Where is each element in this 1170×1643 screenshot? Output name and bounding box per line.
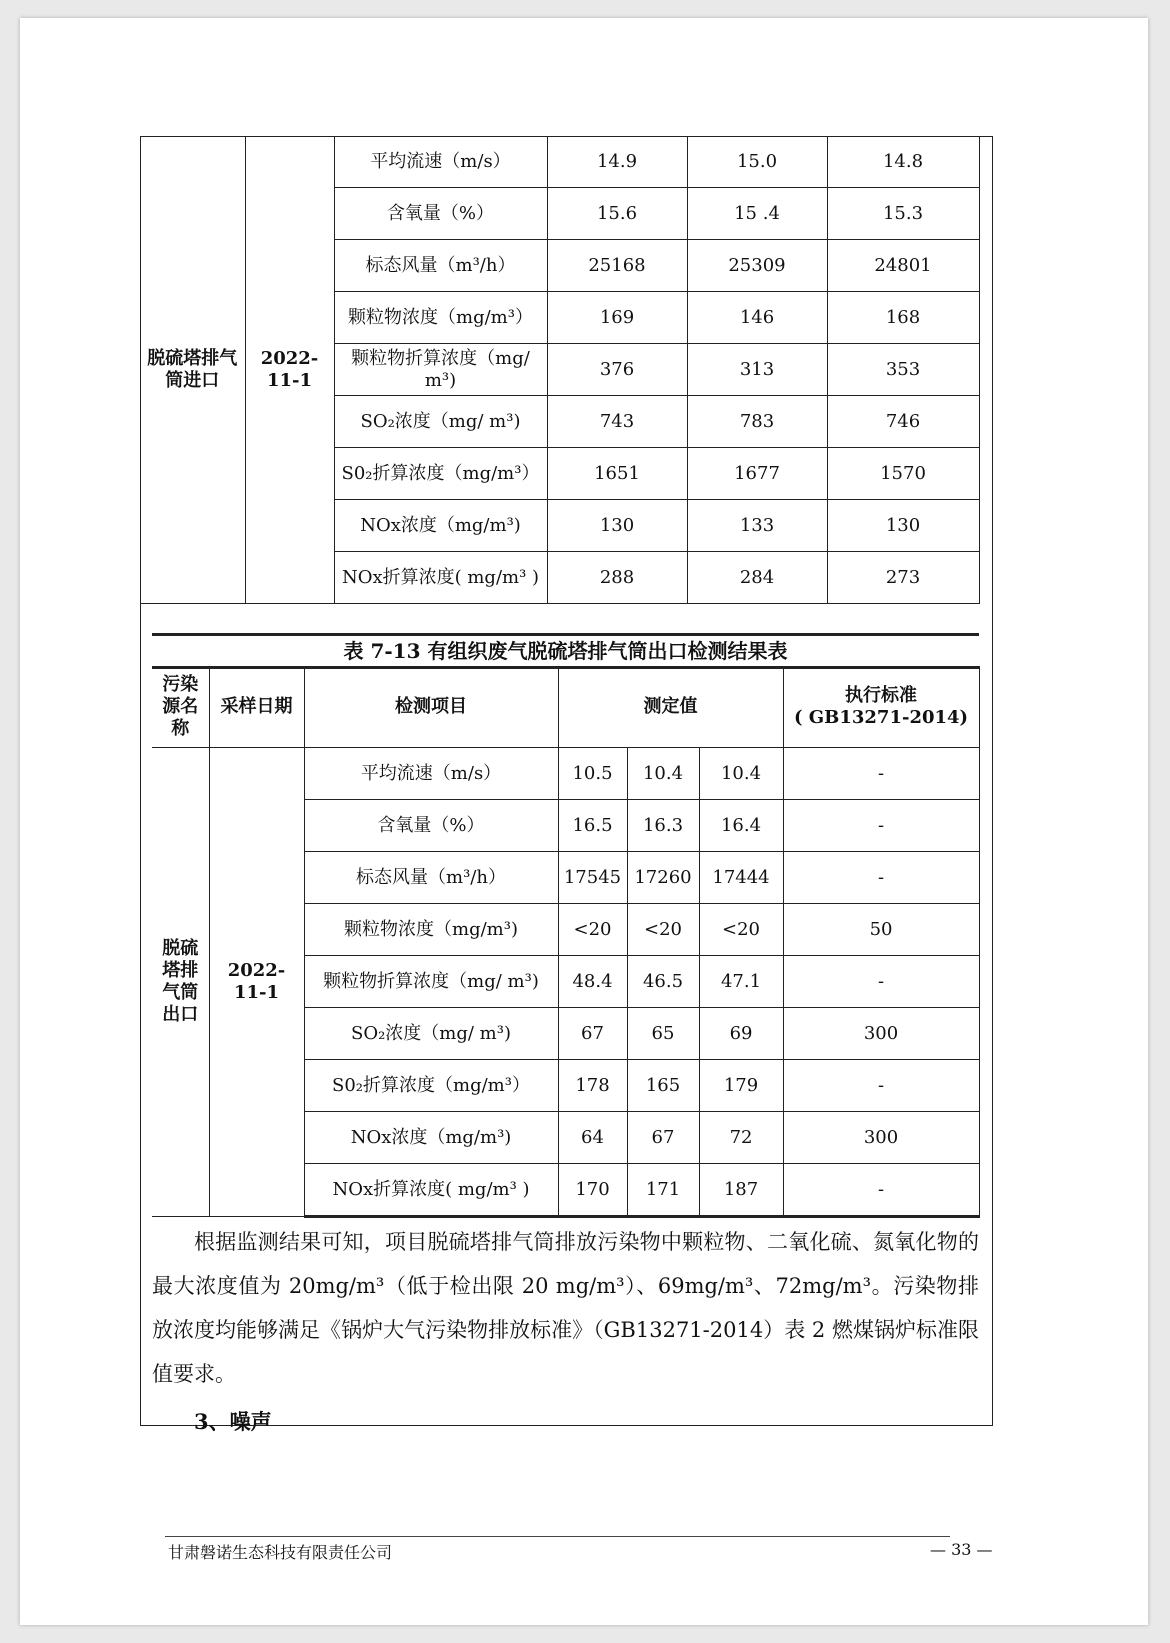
measured-value-cell: 15.3 — [827, 188, 979, 240]
measured-value-cell: <20 — [699, 904, 783, 956]
standard-limit-cell: - — [783, 1164, 979, 1217]
measured-value-cell: 313 — [687, 344, 827, 396]
source-name-cell: 脱硫塔排气筒出口 — [152, 748, 209, 1217]
measured-value-cell: 69 — [699, 1008, 783, 1060]
measured-value-cell: 16.3 — [627, 800, 699, 852]
measured-value-cell: 179 — [699, 1060, 783, 1112]
test-item-cell: 标态风量（m³/h） — [304, 852, 558, 904]
test-item-cell: NOx折算浓度( mg/m³ ) — [304, 1164, 558, 1217]
measured-value-cell: 169 — [547, 292, 687, 344]
measured-value-cell: 746 — [827, 396, 979, 448]
test-item-cell: 含氧量（%） — [334, 188, 547, 240]
footer-company: 甘肃磐诺生态科技有限责任公司 — [168, 1543, 393, 1562]
measured-value-cell: 64 — [558, 1112, 627, 1164]
measured-value-cell: 15.0 — [687, 136, 827, 188]
standard-limit-cell: 300 — [783, 1112, 979, 1164]
test-item-cell: 颗粒物浓度（mg/m³） — [334, 292, 547, 344]
conclusion-paragraph: 根据监测结果可知，项目脱硫塔排气筒排放污染物中颗粒物、二氧化硫、氮氧化物的最大浓度值为 20mg/m³（低于检出限 20 mg/m³）、69mg/m³、72mg/m³。污染物排放浓度均能够满足《锅炉大气污染物排放标准》（GB13271-2014）表 2 燃煤锅炉标准限值要求。 — [152, 1230, 979, 1386]
test-item-cell: 平均流速（m/s） — [304, 748, 558, 800]
measured-value-cell: 10.5 — [558, 748, 627, 800]
table-row — [140, 136, 979, 188]
header-standard-code: ( GB13271-2014) — [793, 707, 969, 728]
measured-value-cell: 46.5 — [627, 956, 699, 1008]
header-standard-label: 执行标准 — [845, 685, 918, 706]
measured-value-cell: 146 — [687, 292, 827, 344]
table-row — [152, 748, 979, 800]
footer-rule — [165, 1536, 950, 1537]
outlet-results-table — [152, 666, 980, 1218]
measured-value-cell: 67 — [627, 1112, 699, 1164]
standard-limit-cell: - — [783, 852, 979, 904]
measured-value-cell: 783 — [687, 396, 827, 448]
standard-limit-cell: - — [783, 1060, 979, 1112]
measured-value-cell: 15 .4 — [687, 188, 827, 240]
measured-value-cell: 288 — [547, 552, 687, 604]
test-item-cell: 颗粒物折算浓度（mg/ m³) — [334, 344, 547, 396]
header-value: 测定值 — [558, 667, 783, 748]
measured-value-cell: 16.5 — [558, 800, 627, 852]
test-item-cell: NOx浓度（mg/m³) — [334, 500, 547, 552]
measured-value-cell: 25168 — [547, 240, 687, 292]
measured-value-cell: 17444 — [699, 852, 783, 904]
test-item-cell: S0₂折算浓度（mg/m³） — [304, 1060, 558, 1112]
measured-value-cell: 15.6 — [547, 188, 687, 240]
measured-value-cell: 133 — [687, 500, 827, 552]
measured-value-cell: 10.4 — [627, 748, 699, 800]
section-heading: 3、噪声 — [194, 1409, 272, 1434]
test-item-cell: S0₂折算浓度（mg/m³） — [334, 448, 547, 500]
header-source: 污染源名称 — [152, 667, 209, 748]
measured-value-cell: 273 — [827, 552, 979, 604]
measured-value-cell: 47.1 — [699, 956, 783, 1008]
header-item: 检测项目 — [304, 667, 558, 748]
test-item-cell: NOx折算浓度( mg/m³ ) — [334, 552, 547, 604]
measured-value-cell: 743 — [547, 396, 687, 448]
measured-value-cell: 353 — [827, 344, 979, 396]
measured-value-cell: 1651 — [547, 448, 687, 500]
table-header-row — [152, 667, 979, 748]
measured-value-cell: 170 — [558, 1164, 627, 1217]
measured-value-cell: 165 — [627, 1060, 699, 1112]
measured-value-cell: 24801 — [827, 240, 979, 292]
measured-value-cell: 130 — [827, 500, 979, 552]
test-item-cell: 标态风量（m³/h） — [334, 240, 547, 292]
measured-value-cell: 17545 — [558, 852, 627, 904]
measured-value-cell: 48.4 — [558, 956, 627, 1008]
standard-limit-cell: - — [783, 956, 979, 1008]
header-date: 采样日期 — [209, 667, 304, 748]
measured-value-cell: 16.4 — [699, 800, 783, 852]
measured-value-cell: 14.8 — [827, 136, 979, 188]
measured-value-cell: <20 — [627, 904, 699, 956]
measured-value-cell: 171 — [627, 1164, 699, 1217]
measured-value-cell: 65 — [627, 1008, 699, 1060]
measured-value-cell: 67 — [558, 1008, 627, 1060]
measured-value-cell: 17260 — [627, 852, 699, 904]
standard-limit-cell: 50 — [783, 904, 979, 956]
test-item-cell: 平均流速（m/s） — [334, 136, 547, 188]
footer-page-number: — 33 — — [930, 1540, 993, 1559]
measured-value-cell: 25309 — [687, 240, 827, 292]
test-item-cell: SO₂浓度（mg/ m³) — [304, 1008, 558, 1060]
measured-value-cell: 130 — [547, 500, 687, 552]
table-caption: 表 7-13 有组织废气脱硫塔排气筒出口检测结果表 — [152, 633, 979, 669]
standard-limit-cell: 300 — [783, 1008, 979, 1060]
measured-value-cell: <20 — [558, 904, 627, 956]
measured-value-cell: 1677 — [687, 448, 827, 500]
measured-value-cell: 168 — [827, 292, 979, 344]
test-item-cell: NOx浓度（mg/m³) — [304, 1112, 558, 1164]
test-item-cell: 含氧量（%） — [304, 800, 558, 852]
test-item-cell: 颗粒物浓度（mg/m³) — [304, 904, 558, 956]
sample-date-cell: 2022-11-1 — [209, 748, 304, 1217]
measured-value-cell: 10.4 — [699, 748, 783, 800]
test-item-cell: SO₂浓度（mg/ m³) — [334, 396, 547, 448]
source-name-cell: 脱硫塔排气筒进口 — [140, 136, 245, 604]
measured-value-cell: 187 — [699, 1164, 783, 1217]
measured-value-cell: 14.9 — [547, 136, 687, 188]
standard-limit-cell: - — [783, 800, 979, 852]
test-item-cell: 颗粒物折算浓度（mg/ m³) — [304, 956, 558, 1008]
measured-value-cell: 72 — [699, 1112, 783, 1164]
conclusion-text — [152, 1220, 979, 1444]
measured-value-cell: 1570 — [827, 448, 979, 500]
measured-value-cell: 178 — [558, 1060, 627, 1112]
inlet-results-table — [140, 136, 980, 604]
standard-limit-cell: - — [783, 748, 979, 800]
sample-date-cell: 2022-11-1 — [245, 136, 334, 604]
header-standard — [783, 667, 979, 748]
measured-value-cell: 376 — [547, 344, 687, 396]
measured-value-cell: 284 — [687, 552, 827, 604]
